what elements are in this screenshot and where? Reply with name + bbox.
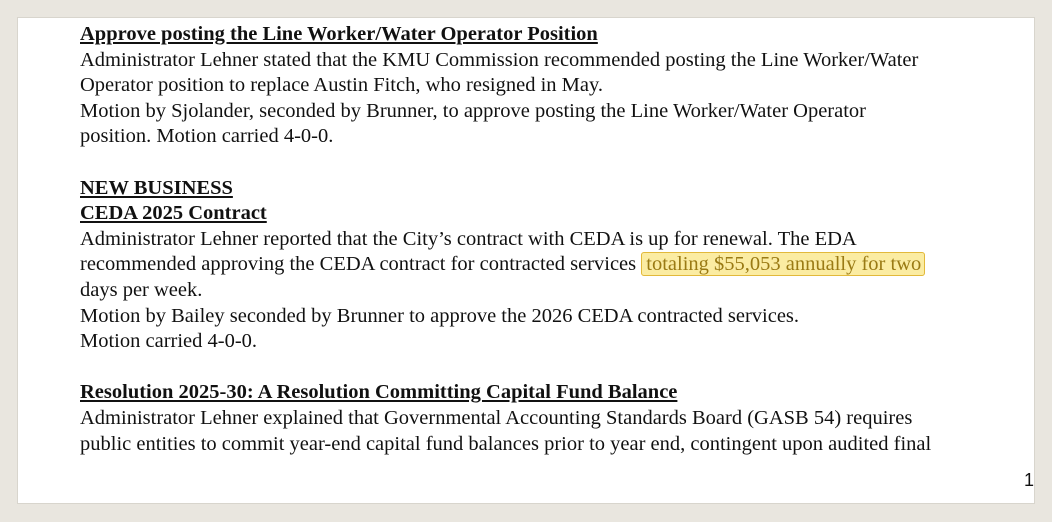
document-content <box>80 22 1020 457</box>
paragraph-line: position. Motion carried 4-0-0. <box>80 125 334 148</box>
spacer <box>80 150 1020 176</box>
paragraph-line: days per week. <box>80 278 203 301</box>
paragraph-line: Administrator Lehner explained that Governmental Accounting Standards Board (GASB 54) requires <box>80 406 913 429</box>
paragraph-text: recommended approving the CEDA contract for contracted services <box>80 253 642 276</box>
paragraph-line: Administrator Lehner stated that the KMU Commission recommended posting the Line Worker/Water <box>80 48 919 71</box>
document-page <box>17 17 1035 504</box>
paragraph-line: Motion by Sjolander, seconded by Brunner, to approve posting the Line Worker/Water Operator <box>80 99 867 122</box>
paragraph-line: Operator position to replace Austin Fitch, who resigned in May. <box>80 74 604 97</box>
section-heading-line-worker: Approve posting the Line Worker/Water Operator Position <box>80 23 598 45</box>
paragraph-line: Administrator Lehner reported that the City’s contract with CEDA is up for renewal. The EDA <box>80 227 857 250</box>
spacer <box>80 355 1020 381</box>
paragraph-line: Motion by Bailey seconded by Brunner to approve the 2026 CEDA contracted services. <box>80 304 800 327</box>
section-heading-resolution: Resolution 2025-30: A Resolution Committing Capital Fund Balance <box>80 381 678 404</box>
paragraph-line: public entities to commit year-end capital fund balances prior to year end, contingent upon audited final <box>80 432 932 455</box>
highlight-annotation[interactable]: totaling $55,053 annually for two <box>641 252 925 276</box>
paragraph-line-with-highlight <box>80 252 1020 278</box>
page-number: 1 <box>1024 470 1035 490</box>
section-heading-new-business: NEW BUSINESS <box>80 176 233 199</box>
paragraph-line: Motion carried 4-0-0. <box>80 330 258 353</box>
subheading-ceda-contract: CEDA 2025 Contract <box>80 202 267 225</box>
